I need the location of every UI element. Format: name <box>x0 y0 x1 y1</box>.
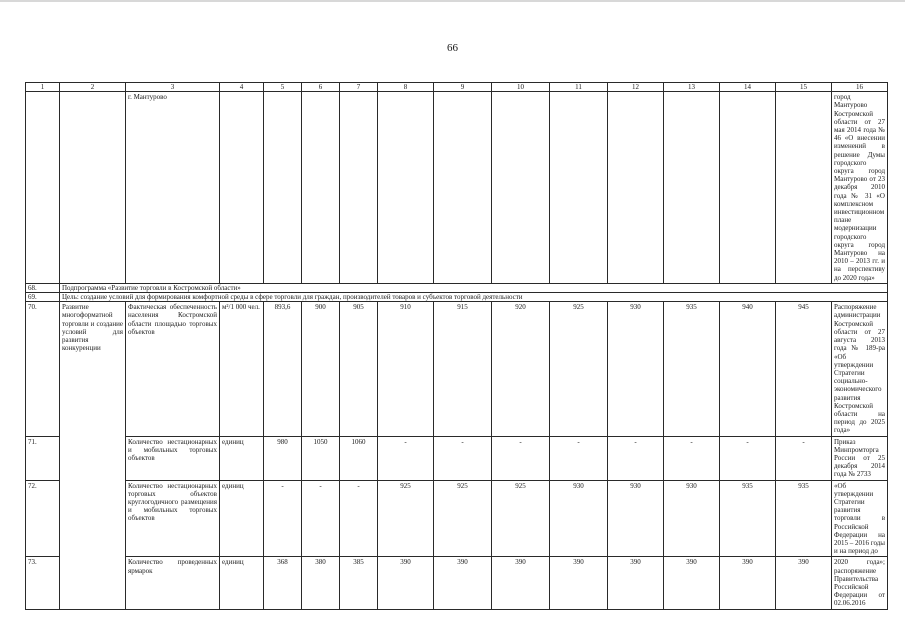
value-cell: 390 <box>720 557 776 609</box>
value-cell: 925 <box>378 480 434 557</box>
value-cell: - <box>608 436 664 480</box>
col-header: 15 <box>776 83 832 92</box>
col-header: 1 <box>26 83 60 92</box>
value-cell: 920 <box>492 302 550 436</box>
table-row <box>26 283 888 292</box>
value-cell: 390 <box>608 557 664 609</box>
col-header: 4 <box>220 83 264 92</box>
value-cell: - <box>664 436 720 480</box>
value-cell: 935 <box>776 480 832 557</box>
indicator-cell: Фактическая обеспеченность населения Костромской области площадью торговых объектов <box>126 302 220 436</box>
col-header: 3 <box>126 83 220 92</box>
value-cell: - <box>264 480 302 557</box>
col-header: 9 <box>434 83 492 92</box>
value-cell: - <box>776 436 832 480</box>
scan-top-edge <box>0 0 905 2</box>
value-cell: 385 <box>340 557 378 609</box>
col-header: 2 <box>60 83 126 92</box>
task-cell: Развитие многоформатной торговли и создание условий для развития конкуренции <box>60 302 126 609</box>
value-cell: 390 <box>550 557 608 609</box>
source-cell: город Мантурово Костромской области от 27 мая 2014 года № 46 «О внесении изменений в решение Думы городского округа город Мантурово от 23 декабря 2010 года № 31 «О комплексном инвестиционном плане модернизации городского округа город Мантурово на 2010 – 2013 гг. и на перспективу до 2020 года» <box>832 92 888 284</box>
value-cell: - <box>302 480 340 557</box>
unit-cell: единиц <box>220 557 264 609</box>
value-cell: 925 <box>492 480 550 557</box>
value-cell: 925 <box>434 480 492 557</box>
value-cell: 930 <box>550 480 608 557</box>
value-cell: 390 <box>492 557 550 609</box>
col-header: 8 <box>378 83 434 92</box>
indicator-cell: Количество проведенных ярмарок <box>126 557 220 609</box>
indicator-cell: Количество нестационарных и мобильных торговых объектов <box>126 436 220 480</box>
row-number: 69. <box>26 293 60 302</box>
indicator-cell: г. Мантурово <box>126 92 220 284</box>
col-header: 10 <box>492 83 550 92</box>
value-cell: 905 <box>340 302 378 436</box>
value-cell: - <box>492 436 550 480</box>
indicator-cell: Количество нестационарных торговых объектов круглогодичного размещения и мобильных торговых объектов <box>126 480 220 557</box>
value-cell: - <box>340 480 378 557</box>
value-cell: 930 <box>664 480 720 557</box>
value-cell: 915 <box>434 302 492 436</box>
col-header: 5 <box>264 83 302 92</box>
value-cell: 368 <box>264 557 302 609</box>
value-cell: 390 <box>434 557 492 609</box>
value-cell: - <box>378 436 434 480</box>
value-cell: 390 <box>378 557 434 609</box>
row-number: 71. <box>26 436 60 480</box>
value-cell: 945 <box>776 302 832 436</box>
table-row <box>26 92 888 284</box>
unit-cell: м²/1 000 чел. <box>220 302 264 436</box>
goal-text: Цель: создание условий для формирования комфортной среды в сфере торговли для граждан, производителей товаров и субъектов торговой деятельности <box>60 293 888 302</box>
col-header: 7 <box>340 83 378 92</box>
source-cell: 2020 года»; распоряжение Правительства Российской Федерации от 02.06.2016 <box>832 557 888 609</box>
value-cell: 910 <box>378 302 434 436</box>
col-header: 6 <box>302 83 340 92</box>
row-number: 72. <box>26 480 60 557</box>
col-header: 11 <box>550 83 608 92</box>
value-cell: 935 <box>720 480 776 557</box>
table-row <box>26 302 888 436</box>
value-cell: 893,6 <box>264 302 302 436</box>
col-header: 13 <box>664 83 720 92</box>
value-cell: 380 <box>302 557 340 609</box>
value-cell: 1050 <box>302 436 340 480</box>
column-numbers-row <box>26 83 888 92</box>
indicators-table <box>25 82 888 610</box>
value-cell: 925 <box>550 302 608 436</box>
table-row <box>26 436 888 480</box>
source-cell: Приказ Минпромторга России от 25 декабря 2014 года № 2733 <box>832 436 888 480</box>
table-row <box>26 293 888 302</box>
row-number: 68. <box>26 283 60 292</box>
col-header: 16 <box>832 83 888 92</box>
value-cell: 940 <box>720 302 776 436</box>
source-cell: Распоряжение администрации Костромской области от 27 августа 2013 года № 189-ра «Об утверждении Стратегии социально-экономического развития Костромской области на период до 2025 года» <box>832 302 888 436</box>
value-cell: 980 <box>264 436 302 480</box>
row-number: 70. <box>26 302 60 436</box>
value-cell: 935 <box>664 302 720 436</box>
value-cell: 390 <box>776 557 832 609</box>
value-cell: 930 <box>608 480 664 557</box>
table-row <box>26 557 888 609</box>
page-number: 66 <box>447 42 458 54</box>
value-cell: - <box>720 436 776 480</box>
value-cell: 1060 <box>340 436 378 480</box>
col-header: 14 <box>720 83 776 92</box>
table-row <box>26 480 888 557</box>
value-cell: - <box>434 436 492 480</box>
col-header: 12 <box>608 83 664 92</box>
value-cell: 900 <box>302 302 340 436</box>
value-cell: 390 <box>664 557 720 609</box>
value-cell: 930 <box>608 302 664 436</box>
source-cell: «Об утверждении Стратегии развития торговли в Российской Федерации на 2015 – 2016 годы и на период до <box>832 480 888 557</box>
unit-cell: единиц <box>220 480 264 557</box>
unit-cell: единиц <box>220 436 264 480</box>
value-cell: - <box>550 436 608 480</box>
row-number: 73. <box>26 557 60 609</box>
subprogram-title: Подпрограмма «Развитие торговли в Костромской области» <box>60 283 888 292</box>
